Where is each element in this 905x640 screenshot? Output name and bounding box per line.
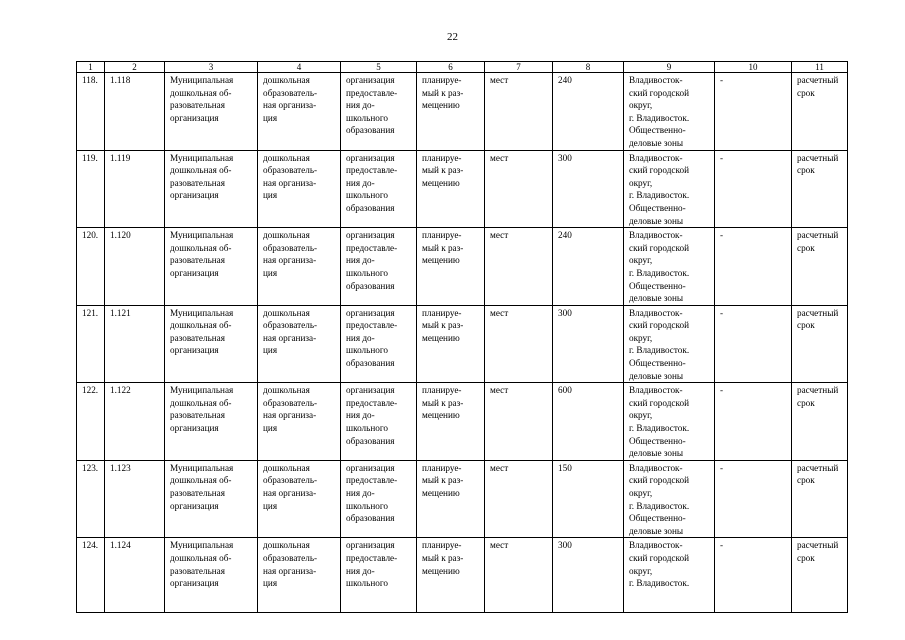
location-cell: Владивосток- ский городской округ, г. Владивосток. Общественно- деловые зоны xyxy=(624,73,715,151)
capacity-cell: 240 xyxy=(553,228,624,306)
object-code-cell: 1.124 xyxy=(105,538,165,612)
capacity-cell: 600 xyxy=(553,383,624,461)
column-header: 11 xyxy=(792,62,848,73)
object-status-cell: планируе- мый к раз- мещению xyxy=(417,305,485,383)
capacity-cell: 300 xyxy=(553,305,624,383)
term-cell: расчетный срок xyxy=(792,305,848,383)
term-cell: расчетный срок xyxy=(792,538,848,612)
term-cell: расчетный срок xyxy=(792,228,848,306)
location-cell: Владивосток- ский городской округ, г. Владивосток. Общественно- деловые зоны xyxy=(624,305,715,383)
zone-characteristics-cell: - xyxy=(715,383,792,461)
object-status-cell: планируе- мый к раз- мещению xyxy=(417,228,485,306)
row-number-cell: 123. xyxy=(77,460,105,538)
object-name-cell: Муниципальная дошкольная об- разовательная организация xyxy=(165,383,258,461)
column-header: 9 xyxy=(624,62,715,73)
zone-characteristics-cell: - xyxy=(715,538,792,612)
object-type-cell: дошкольная образователь- ная организа- ция xyxy=(258,73,341,151)
object-name-cell: Муниципальная дошкольная об- разовательная организация xyxy=(165,228,258,306)
column-header: 1 xyxy=(77,62,105,73)
term-cell: расчетный срок xyxy=(792,73,848,151)
object-name-cell: Муниципальная дошкольная об- разовательная организация xyxy=(165,150,258,228)
table-row xyxy=(77,150,848,228)
zone-characteristics-cell: - xyxy=(715,228,792,306)
object-code-cell: 1.119 xyxy=(105,150,165,228)
unit-cell: мест xyxy=(485,305,553,383)
column-header: 6 xyxy=(417,62,485,73)
row-number-cell: 119. xyxy=(77,150,105,228)
capacity-cell: 300 xyxy=(553,150,624,228)
planned-objects-table xyxy=(76,61,848,613)
table-row xyxy=(77,383,848,461)
object-name-cell: Муниципальная дошкольная об- разовательная организация xyxy=(165,460,258,538)
zone-characteristics-cell: - xyxy=(715,305,792,383)
object-purpose-cell: организация предоставле- ния до- школьного образования xyxy=(341,73,417,151)
object-purpose-cell: организация предоставле- ния до- школьного образования xyxy=(341,150,417,228)
unit-cell: мест xyxy=(485,383,553,461)
table-row xyxy=(77,228,848,306)
zone-characteristics-cell: - xyxy=(715,73,792,151)
capacity-cell: 240 xyxy=(553,73,624,151)
object-status-cell: планируе- мый к раз- мещению xyxy=(417,538,485,612)
capacity-cell: 150 xyxy=(553,460,624,538)
column-header: 2 xyxy=(105,62,165,73)
object-code-cell: 1.123 xyxy=(105,460,165,538)
object-type-cell: дошкольная образователь- ная организа- ция xyxy=(258,538,341,612)
object-name-cell: Муниципальная дошкольная об- разовательная организация xyxy=(165,305,258,383)
unit-cell: мест xyxy=(485,538,553,612)
table-row xyxy=(77,73,848,151)
column-header: 5 xyxy=(341,62,417,73)
object-purpose-cell: организация предоставле- ния до- школьного образования xyxy=(341,305,417,383)
unit-cell: мест xyxy=(485,73,553,151)
term-cell: расчетный срок xyxy=(792,150,848,228)
unit-cell: мест xyxy=(485,150,553,228)
term-cell: расчетный срок xyxy=(792,460,848,538)
column-header: 3 xyxy=(165,62,258,73)
zone-characteristics-cell: - xyxy=(715,150,792,228)
row-number-cell: 124. xyxy=(77,538,105,612)
object-type-cell: дошкольная образователь- ная организа- ция xyxy=(258,305,341,383)
term-cell: расчетный срок xyxy=(792,383,848,461)
object-code-cell: 1.122 xyxy=(105,383,165,461)
location-cell: Владивосток- ский городской округ, г. Владивосток. Общественно- деловые зоны xyxy=(624,228,715,306)
table-row xyxy=(77,305,848,383)
table-row xyxy=(77,460,848,538)
object-status-cell: планируе- мый к раз- мещению xyxy=(417,383,485,461)
object-name-cell: Муниципальная дошкольная об- разовательная организация xyxy=(165,73,258,151)
column-header: 8 xyxy=(553,62,624,73)
row-number-cell: 120. xyxy=(77,228,105,306)
object-code-cell: 1.121 xyxy=(105,305,165,383)
location-cell: Владивосток- ский городской округ, г. Владивосток. Общественно- деловые зоны xyxy=(624,150,715,228)
table-row xyxy=(77,538,848,612)
row-number-cell: 121. xyxy=(77,305,105,383)
object-type-cell: дошкольная образователь- ная организа- ция xyxy=(258,150,341,228)
object-type-cell: дошкольная образователь- ная организа- ция xyxy=(258,460,341,538)
object-type-cell: дошкольная образователь- ная организа- ция xyxy=(258,228,341,306)
object-purpose-cell: организация предоставле- ния до- школьного образования xyxy=(341,228,417,306)
object-type-cell: дошкольная образователь- ная организа- ция xyxy=(258,383,341,461)
capacity-cell: 300 xyxy=(553,538,624,612)
object-status-cell: планируе- мый к раз- мещению xyxy=(417,150,485,228)
object-code-cell: 1.118 xyxy=(105,73,165,151)
row-number-cell: 122. xyxy=(77,383,105,461)
page-number: 22 xyxy=(447,31,458,43)
column-header: 10 xyxy=(715,62,792,73)
object-purpose-cell: организация предоставле- ния до- школьного образования xyxy=(341,460,417,538)
object-purpose-cell: организация предоставле- ния до- школьного образования xyxy=(341,383,417,461)
column-number-header-row xyxy=(77,62,848,73)
object-status-cell: планируе- мый к раз- мещению xyxy=(417,460,485,538)
location-cell: Владивосток- ский городской округ, г. Владивосток. xyxy=(624,538,715,612)
location-cell: Владивосток- ский городской округ, г. Владивосток. Общественно- деловые зоны xyxy=(624,383,715,461)
column-header: 7 xyxy=(485,62,553,73)
object-name-cell: Муниципальная дошкольная об- разовательная организация xyxy=(165,538,258,612)
column-header: 4 xyxy=(258,62,341,73)
zone-characteristics-cell: - xyxy=(715,460,792,538)
object-code-cell: 1.120 xyxy=(105,228,165,306)
location-cell: Владивосток- ский городской округ, г. Владивосток. Общественно- деловые зоны xyxy=(624,460,715,538)
object-status-cell: планируе- мый к раз- мещению xyxy=(417,73,485,151)
unit-cell: мест xyxy=(485,460,553,538)
object-purpose-cell: организация предоставле- ния до- школьного xyxy=(341,538,417,612)
unit-cell: мест xyxy=(485,228,553,306)
row-number-cell: 118. xyxy=(77,73,105,151)
